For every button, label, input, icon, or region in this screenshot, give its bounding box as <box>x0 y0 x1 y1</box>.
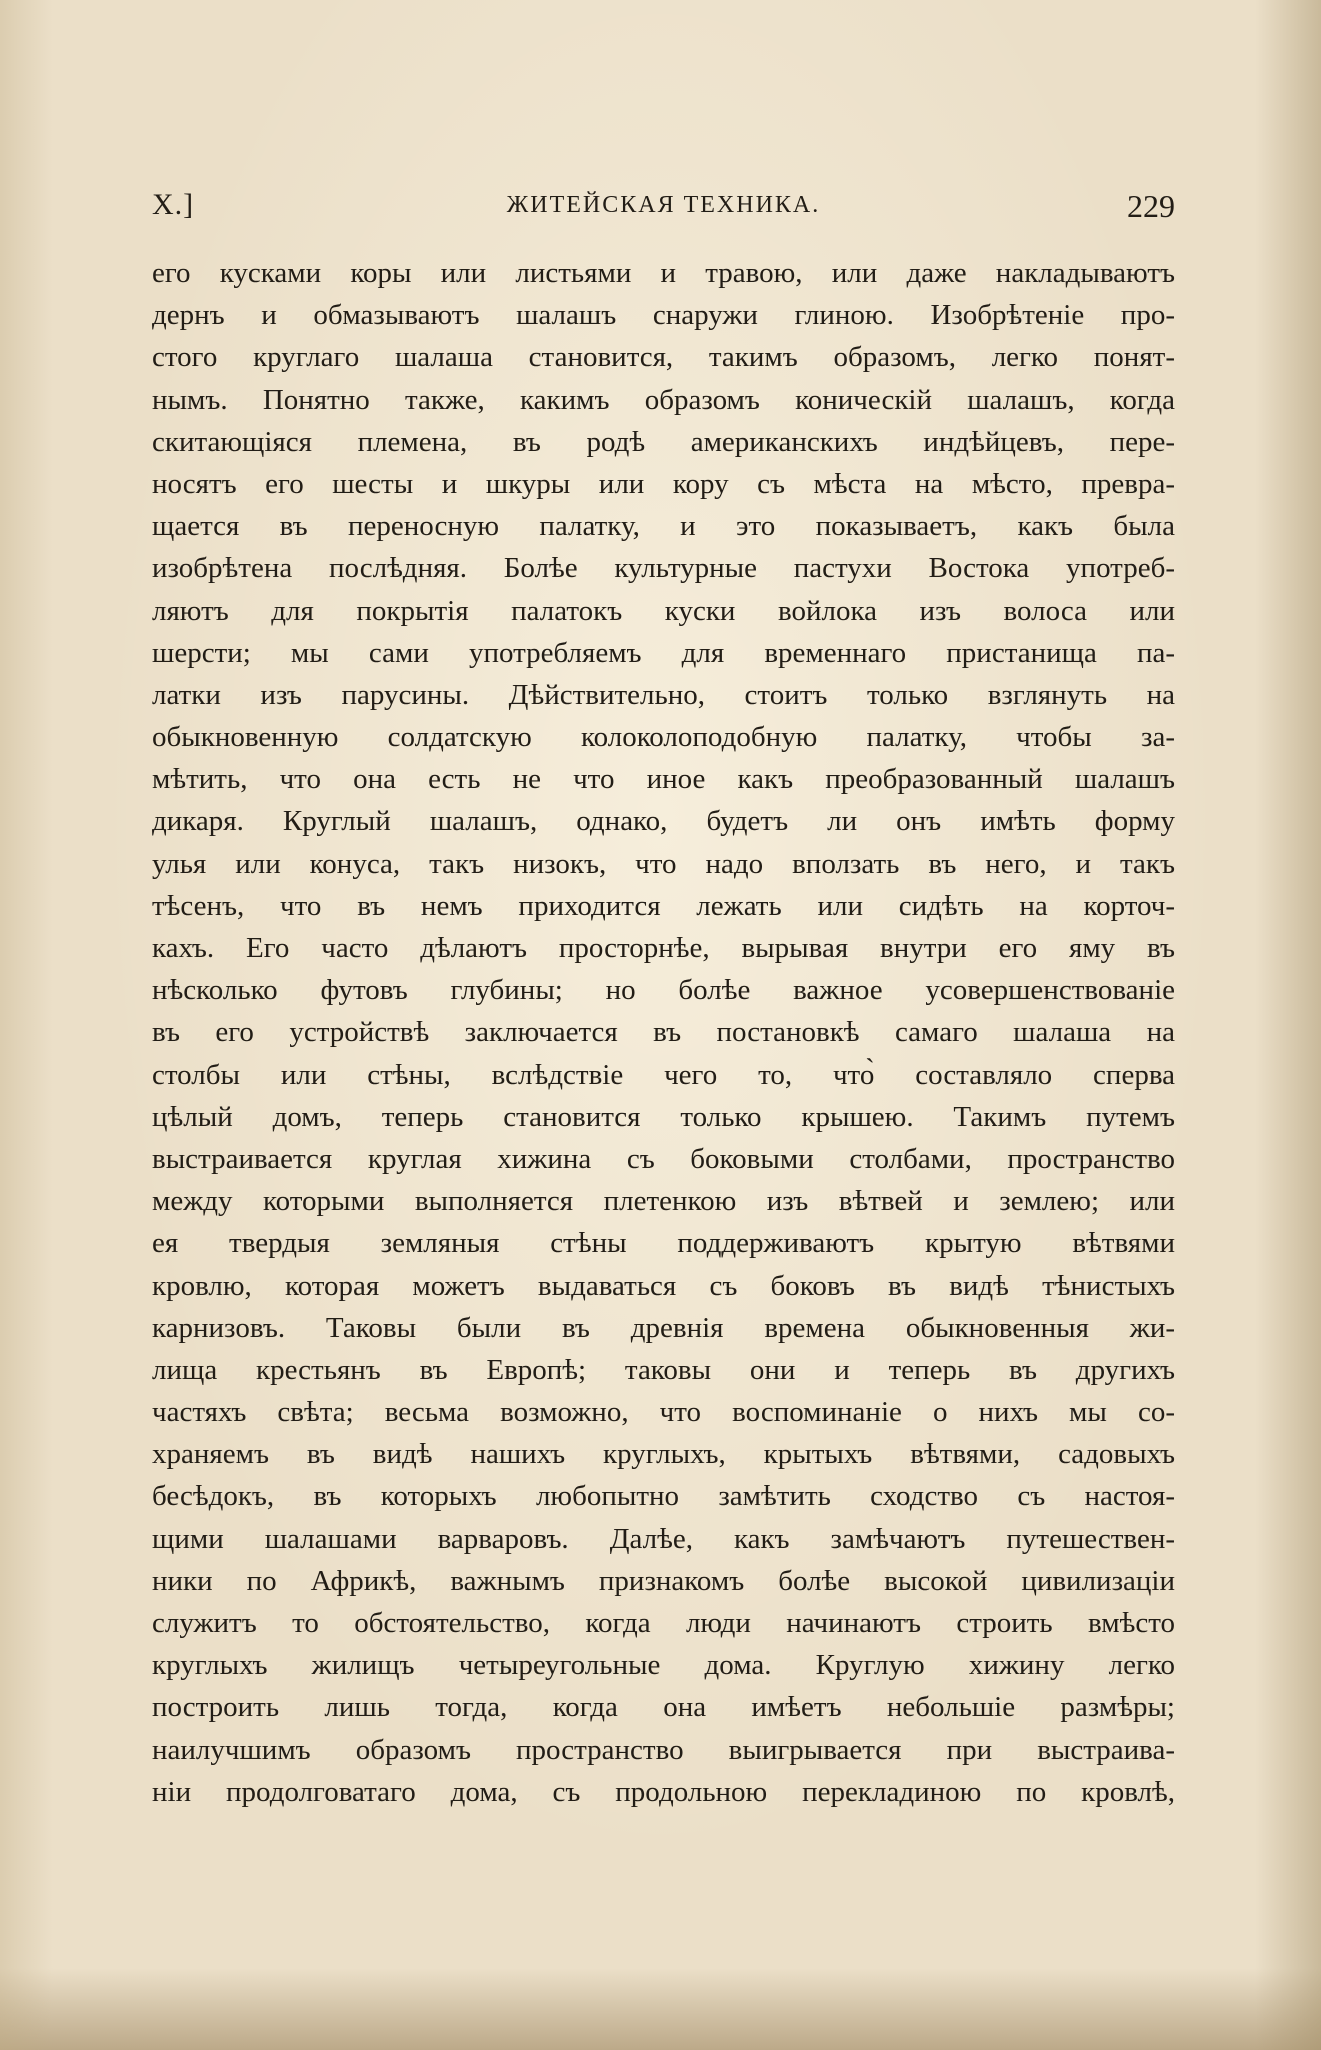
text-line: тѣсенъ, что въ немъ приходится лежать или сидѣть на корточ- <box>152 889 1175 922</box>
text-line: дернъ и обмазываютъ шалашъ снаружи глиною. Изобрѣтеніе про- <box>152 299 1175 332</box>
text-line: изобрѣтена послѣдняя. Болѣе культурные пастухи Востока употреб- <box>152 552 1175 585</box>
text-line: между которыми выполняется плетенкою изъ вѣтвей и землею; или <box>152 1185 1175 1218</box>
text-line: дикаря. Круглый шалашъ, однако, будетъ ли онъ имѣть форму <box>152 805 1175 838</box>
text-line: лища крестьянъ въ Европѣ; таковы они и теперь въ другихъ <box>152 1353 1175 1386</box>
text-line: обыкновенную солдатскую колоколоподобную палатку, чтобы за- <box>152 721 1175 754</box>
text-line: нѣсколько футовъ глубины; но болѣе важное усовершенствованіе <box>152 974 1175 1007</box>
text-line: нымъ. Понятно также, какимъ образомъ коническій шалашъ, когда <box>152 383 1175 416</box>
text-line: кахъ. Его часто дѣлаютъ просторнѣе, вырывая внутри его яму въ <box>152 932 1175 964</box>
text-line: храняемъ въ видѣ нашихъ круглыхъ, крытыхъ вѣтвями, садовыхъ <box>152 1438 1175 1471</box>
text-line: его кусками коры или листьями и травою, или даже накладываютъ <box>152 257 1175 289</box>
text-line: улья или конуса, такъ низокъ, что надо вползать въ него, и такъ <box>152 847 1175 880</box>
text-line: щими шалашами варваровъ. Далѣе, какъ замѣчаютъ путешествен- <box>152 1522 1175 1555</box>
text-line: латки изъ парусины. Дѣйствительно, стоитъ только взглянуть на <box>152 678 1175 711</box>
text-line: мѣтить, что она есть не что иное какъ преобразованный шалашъ <box>152 763 1175 796</box>
running-title: ЖИТЕЙСКАЯ ТЕХНИКА. <box>506 192 821 218</box>
chapter-marker: X.] <box>152 188 195 221</box>
text-line: кровлю, которая можетъ выдаваться съ боковъ въ видѣ тѣнистыхъ <box>152 1269 1175 1302</box>
text-line: щается въ переносную палатку, и это показываетъ, какъ была <box>152 510 1175 543</box>
text-line: наилучшимъ образомъ пространство выигрывается при выстраива- <box>152 1733 1175 1766</box>
page-header <box>152 188 1175 228</box>
text-line: ея твердыя земляныя стѣны поддерживаютъ крытую вѣтвями <box>152 1227 1175 1260</box>
text-line: стого круглаго шалаша становится, такимъ образомъ, легко понят- <box>152 341 1175 374</box>
body-text <box>152 252 1175 1813</box>
text-line: въ его устройствѣ заключается въ постановкѣ самаго шалаша на <box>152 1016 1175 1049</box>
text-line: построить лишь тогда, когда она имѣетъ небольшіе размѣры; <box>152 1691 1175 1724</box>
text-line: служитъ то обстоятельство, когда люди начинаютъ строить вмѣсто <box>152 1607 1175 1639</box>
text-line: столбы или стѣны, вслѣдствіе чего то, что̀ составляло сперва <box>152 1058 1175 1091</box>
text-line: выстраивается круглая хижина съ боковыми столбами, пространство <box>152 1142 1175 1175</box>
text-line: шерсти; мы сами употребляемъ для временнаго пристанища па- <box>152 636 1175 669</box>
text-line: носятъ его шесты и шкуры или кору съ мѣста на мѣсто, превра- <box>152 467 1175 500</box>
text-line: частяхъ свѣта; весьма возможно, что воспоминаніе о нихъ мы со- <box>152 1396 1175 1429</box>
page-number: 229 <box>1127 188 1175 224</box>
text-line: ники по Африкѣ, важнымъ признакомъ болѣе высокой цивилизаціи <box>152 1564 1175 1597</box>
text-line: бесѣдокъ, въ которыхъ любопытно замѣтить сходство съ настоя- <box>152 1480 1175 1513</box>
text-line: скитающіяся племена, въ родѣ американскихъ индѣйцевъ, пере- <box>152 425 1175 458</box>
text-line: ляютъ для покрытія палатокъ куски войлока изъ волоса или <box>152 594 1175 627</box>
text-line: цѣлый домъ, теперь становится только крышею. Такимъ путемъ <box>152 1100 1175 1133</box>
text-line: ніи продолговатаго дома, съ продольною перекладиною по кровлѣ, <box>152 1775 1175 1808</box>
text-line: карнизовъ. Таковы были въ древнія времена обыкновенныя жи- <box>152 1311 1175 1344</box>
text-line: круглыхъ жилищъ четыреугольные дома. Круглую хижину легко <box>152 1649 1175 1682</box>
